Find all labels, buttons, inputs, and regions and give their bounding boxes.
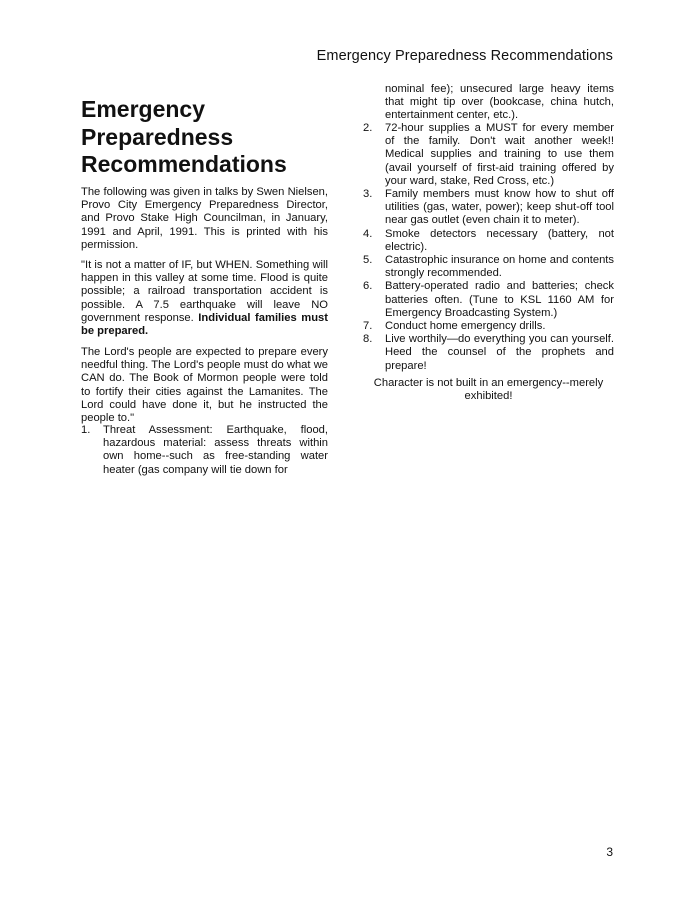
list-item <box>363 333 614 373</box>
quote-text: "It is not a matter of IF, but WHEN. Something will happen in this valley at some time. Flood is quite possible; a railroad transportation accident is possible. A 7.5 earthquake will leave NO government response. <box>81 259 328 324</box>
list-item <box>363 254 614 280</box>
list-item-text: 72-hour supplies a MUST for every member of the family. Don't wait another week!! Medical supplies and training to use them (avail yourself of first-aid training offered by your ward, stake, Red Cross, etc.) <box>385 122 614 187</box>
list-item <box>363 280 614 320</box>
recommendations-list <box>363 122 614 373</box>
list-item-text: Catastrophic insurance on home and contents strongly recommended. <box>385 254 614 280</box>
list-item-number: 7. <box>363 320 373 333</box>
list-item <box>363 228 614 254</box>
list-item-text: Smoke detectors necessary (battery, not electric). <box>385 227 614 253</box>
quote-emphasis: Individual families must be prepared. <box>81 311 328 338</box>
intro-paragraph: The following was given in talks by Swen Nielsen, Provo City Emergency Preparedness Director, and Provo Stake High Councilman, in January, 1991 and April, 1991. This is printed with his permission. <box>81 186 328 251</box>
list-item-text: Live worthily—do everything you can yourself. Heed the counsel of the prophets and prepare! <box>385 333 614 372</box>
list-item <box>363 122 614 188</box>
list-item-continuation: nominal fee); unsecured large heavy items that might tip over (bookcase, china hutch, entertainment center, etc.). <box>385 83 614 122</box>
title-line: Emergency <box>81 96 206 122</box>
list-item-number: 6. <box>363 280 373 293</box>
list-item-number: 3. <box>363 188 373 201</box>
list-item-number: 1. <box>81 424 91 436</box>
list-item <box>81 424 328 477</box>
page-number: 3 <box>606 845 613 859</box>
closing-quote: Character is not built in an emergency--merely exhibited! <box>373 377 604 403</box>
list-item <box>363 320 614 333</box>
list-item-text: Threat Assessment: Earthquake, flood, hazardous material: assess threats within own home--such as free-standing water heater (gas company will tie down for <box>103 424 328 476</box>
list-item-text: Conduct home emergency drills. <box>385 320 546 333</box>
list-item-number: 4. <box>363 227 373 240</box>
running-header: Emergency Preparedness Recommendations <box>316 48 613 64</box>
list-item-number: 2. <box>363 122 373 134</box>
title-line: Recommendations <box>81 151 287 177</box>
document-title <box>81 96 341 179</box>
list-item-number: 5. <box>363 254 373 267</box>
list-item-text: Family members must know how to shut off utilities (gas, water, power); keep shut-off tool near gas outlet (even chain it to meter). <box>385 188 614 227</box>
list-item-number: 8. <box>363 333 373 346</box>
lords-people-paragraph: The Lord's people are expected to prepare every needful thing. The Lord's people must do what we CAN do. The Book of Mormon people were told to fortify their cities against the Lamanites. The Lord could have done it, but he instructed the people to." <box>81 346 328 425</box>
quote-paragraph <box>81 259 328 338</box>
list-item-text: Battery-operated radio and batteries; check batteries often. (Tune to KSL 1160 AM for Emergency Broadcasting System.) <box>385 280 614 319</box>
list-item <box>363 188 614 228</box>
title-line: Preparedness <box>81 123 234 150</box>
recommendations-list-start <box>81 424 328 477</box>
